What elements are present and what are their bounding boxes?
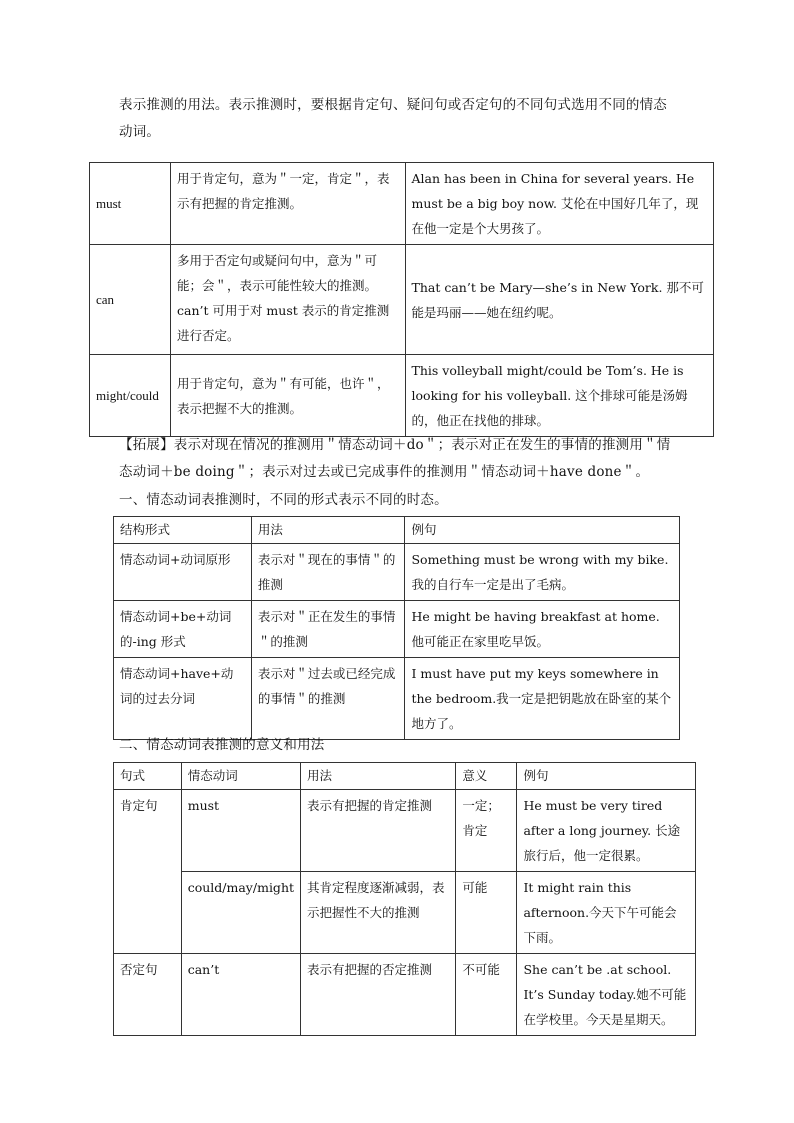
usage-cell: 其肯定程度逐渐减弱，表示把握性不大的推测 [301,872,456,954]
extension-line-1: 【拓展】表示对现在情况的推测用＂情态动词＋do＂；表示对正在发生的事情的推测用＂情 [119,437,671,453]
header-example: 例句 [517,763,696,790]
header-modal: 情态动词 [181,763,300,790]
modal-cell: must [181,790,300,872]
example-cell: That can’t be Mary—she’s in New York. 那不可能是玛丽——她在纽约呢。 [405,245,713,355]
example-cell: He might be having breakfast at home. 他可能正在家里吃早饭。 [405,601,680,658]
example-cell: Alan has been in China for several years. He must be a big boy now. 艾伦在中国好几年了，现在他一定是个大男孩了。 [405,163,713,245]
table-row [90,163,714,245]
sentence-type-negative: 否定句 [114,954,182,1036]
example-cell: He must be very tired after a long journey. 长途旅行后，他一定很累。 [517,790,696,872]
table-row [90,245,714,355]
modal-word-can: can [90,245,171,355]
usage-cell: 用于肯定句，意为＂一定，肯定＂，表示有把握的肯定推测。 [170,163,405,245]
meaning-cell: 可能 [456,872,517,954]
usage-cell: 表示对＂现在的事情＂的推测 [251,544,405,601]
sentence-type-affirmative: 肯定句 [114,790,182,954]
usage-cell: 表示对＂过去或已经完成的事情＂的推测 [251,658,405,740]
form-cell: 情态动词+have+动词的过去分词 [114,658,252,740]
example-cell: It might rain this afternoon.今天下午可能会下雨。 [517,872,696,954]
example-cell: She can’t be .at school. It’s Sunday today.她不可能在学校里。今天是星期天。 [517,954,696,1036]
meaning-usage-table [113,762,696,1036]
header-form: 结构形式 [114,517,252,544]
example-cell: I must have put my keys somewhere in the bedroom.我一定是把钥匙放在卧室的某个地方了。 [405,658,680,740]
table-row [114,544,680,601]
form-tense-table [113,516,680,740]
form-cell: 情态动词+动词原形 [114,544,252,601]
modal-word-might-could: might/could [90,355,171,437]
table-header-row [114,763,696,790]
section-1-heading: 一、情态动词表推测时，不同的形式表示不同的时态。 [119,492,448,508]
header-sentence-type: 句式 [114,763,182,790]
table-header-row [114,517,680,544]
usage-cell: 多用于否定句或疑问句中，意为＂可能；会＂，表示可能性较大的推测。can’t 可用于对 must 表示的肯定推测进行否定。 [170,245,405,355]
extension-line-2: 态动词＋be doing＂；表示对过去或已完成事件的推测用＂情态动词＋have done＂。 [119,464,650,480]
header-usage: 用法 [301,763,456,790]
usage-cell: 用于肯定句，意为＂有可能，也许＂，表示把握不大的推测。 [170,355,405,437]
intro-line-1: 表示推测的用法。表示推测时，要根据肯定句、疑问句或否定句的不同句式选用不同的情态 [119,97,667,113]
meaning-cell: 一定；肯定 [456,790,517,872]
modal-word-must: must [90,163,171,245]
table-row [114,790,696,872]
table-row [90,355,714,437]
usage-cell: 表示对＂正在发生的事情＂的推测 [251,601,405,658]
table-row [114,872,696,954]
example-cell: This volleyball might/could be Tom’s. He is looking for his volleyball. 这个排球可能是汤姆的，他正在找他的排球。 [405,355,713,437]
usage-cell: 表示有把握的肯定推测 [301,790,456,872]
header-example: 例句 [405,517,680,544]
form-cell: 情态动词+be+动词的-ing 形式 [114,601,252,658]
modal-cell: could/may/might [181,872,300,954]
example-cell: Something must be wrong with my bike. 我的自行车一定是出了毛病。 [405,544,680,601]
section-2-heading: 二、情态动词表推测的意义和用法 [119,737,325,753]
table-row [114,601,680,658]
table-row [114,658,680,740]
table-row [114,954,696,1036]
intro-line-2: 动词。 [119,124,161,140]
modal-cell: can’t [181,954,300,1036]
header-usage: 用法 [251,517,405,544]
modal-usage-table [89,162,714,437]
header-meaning: 意义 [456,763,517,790]
meaning-cell: 不可能 [456,954,517,1036]
usage-cell: 表示有把握的否定推测 [301,954,456,1036]
